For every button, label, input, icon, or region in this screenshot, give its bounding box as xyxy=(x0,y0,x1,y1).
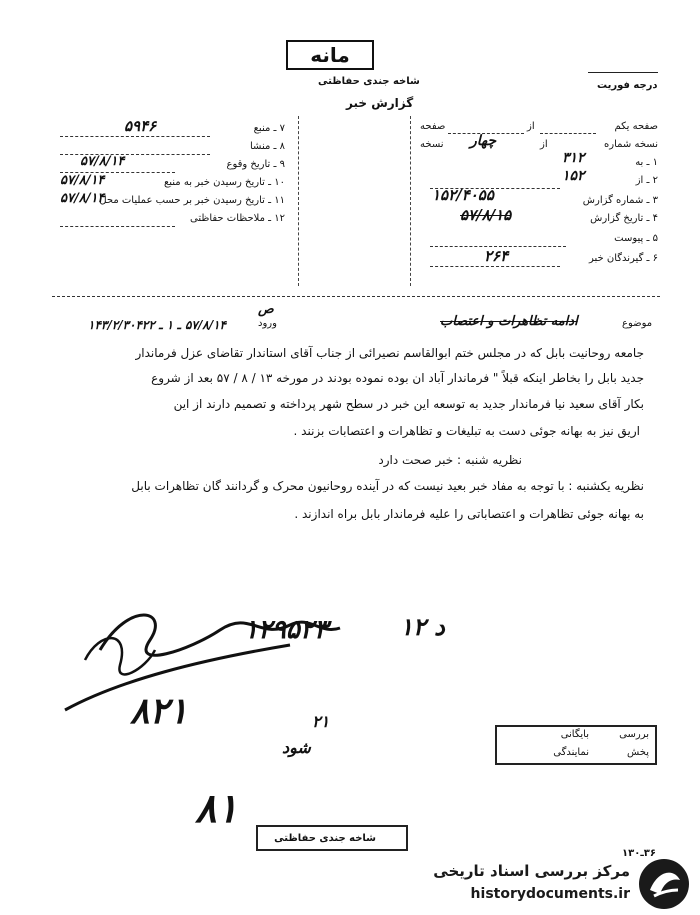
field-value: ۱۵۲ xyxy=(562,168,585,184)
opinion-line: به بهانه جوئی تظاهرات و اعتصاباتی را علیه فرماندار بابل براه اندازند . xyxy=(294,507,644,521)
field-label: ۱۱ ـ تاریخ رسیدن خبر بر حسب عملیات محل xyxy=(99,195,285,206)
field-value: ۵۷/۸/۱۴ xyxy=(60,173,105,188)
field-value: ۵۷/۸/۱۵ xyxy=(460,206,512,224)
field-label: ۵ ـ پیوست xyxy=(614,233,658,244)
field-end: صفحه xyxy=(420,121,446,132)
handwritten-sheet: شود xyxy=(282,738,311,757)
field-label: ۶ ـ گیرندگان خبر xyxy=(588,253,658,264)
document-title: مانه xyxy=(310,43,350,67)
field-value: ۵۷/۸/۱۴ xyxy=(80,154,125,169)
field-mid: از xyxy=(527,121,535,132)
field-label: ۳ ـ شماره گزارش xyxy=(582,195,658,206)
field-value: چهار xyxy=(470,133,497,149)
field-value: ۱۵۲/۴۰۵۵ xyxy=(432,186,494,204)
org-name: شاخه جندی حفاظتی xyxy=(318,76,420,87)
watermark xyxy=(418,850,700,915)
routing-line: پخش xyxy=(627,747,649,758)
field-value: ۲۶۴ xyxy=(484,247,509,265)
footer-stamp-text: شاخه جندی حفاظتی xyxy=(274,833,376,844)
divider-left xyxy=(298,116,299,286)
handwritten-tail: د ۱۲ xyxy=(400,612,445,641)
field-mid: از xyxy=(540,139,548,150)
opinion-line: نظریه یکشنبه : با توجه به مفاد خبر بعید نیست که در آینده روحانیون محرک و گردانند گان تظاهرات بابل xyxy=(131,479,644,493)
field-value: ۳۱۲ xyxy=(562,150,585,166)
field-label: ۱۰ ـ تاریخ رسیدن خبر به منبع xyxy=(163,177,285,188)
footer-stamp xyxy=(256,825,408,851)
handwritten-21: ۲۱ xyxy=(312,712,330,731)
routing-stamp xyxy=(495,725,657,765)
field-value: ۵۹۴۶ xyxy=(124,117,157,135)
field-value: ۵۷/۸/۱۴ xyxy=(60,191,105,206)
field-label: ۸ ـ منشا xyxy=(249,141,285,152)
field-label: ۴ ـ تاریخ گزارش xyxy=(590,213,658,224)
report-title: گزارش خبر xyxy=(346,96,414,110)
routing-line: بایگانی xyxy=(560,729,589,740)
page-code: ۳۶ـ۱۳۰ xyxy=(622,848,656,859)
field-label: ۱۲ ـ ملاحظات حفاظتی xyxy=(190,213,285,224)
field-end: نسخه xyxy=(420,139,444,150)
handwritten-number: ۱۲۹۵۲۳ xyxy=(244,615,328,645)
field-label: نسخه شماره xyxy=(604,139,658,150)
title-stamp xyxy=(286,40,374,70)
body-line: جدید بابل را بخاطر اینکه قبلاً " فرماندار آباد ان بوده نموده بودند در مورخه ۱۳ / ۸ / ۵۷ بعد از شروع xyxy=(151,371,644,385)
field-label: ۲ ـ از xyxy=(635,175,658,186)
priority-label: درجه فوریت xyxy=(597,80,658,91)
subject-label: موضوع xyxy=(622,318,653,329)
archive-logo-icon xyxy=(636,856,692,912)
signature-scribble xyxy=(60,590,390,730)
divider-right xyxy=(410,116,411,286)
routing-line: بررسی xyxy=(619,729,649,740)
field-label: ۹ ـ تاریخ وقوع xyxy=(226,159,285,170)
subject-value: ادامه تظاهرات و اعتصاب xyxy=(440,314,578,329)
opinion-line: نظریه شنبه : خبر صحت دارد xyxy=(378,453,522,467)
handwritten-big-number: ۸۲۱ xyxy=(130,690,189,732)
field-label: ۱ ـ به xyxy=(635,157,658,168)
entry-stamp-code: ۵۷/۸/۱۴ ـ ۱ ـ ۱۴۳/۲/۳۰۴۲۲ xyxy=(88,318,226,332)
entry-stamp-label: ورود xyxy=(258,318,277,329)
body-line: بکار آقای سعید نیا فرماندار جدید به توسعه این خبر در سطح شهر پرداخته و تصمیم دارند از این xyxy=(173,397,644,411)
entry-stamp-top: ص xyxy=(258,302,274,317)
field-label: صفحه یکم xyxy=(614,121,658,132)
body-line: اریق نیز به بهانه جوئی دست به تبلیغات و تظاهرات و اعتصابات بزنند . xyxy=(293,424,640,438)
watermark-url: historydocuments.ir xyxy=(470,886,630,902)
watermark-title: مرکز بررسی اسناد تاریخی xyxy=(433,862,630,880)
handwritten-81: ۸۱ xyxy=(195,785,238,832)
body-line: جامعه روحانیت بابل که در مجلس ختم ابوالقاسم نصیرائی از جناب آقای استاندار تقاضای عزل فرماندار xyxy=(135,346,644,360)
field-label: ۷ ـ منبع xyxy=(253,123,285,134)
routing-line: نمایندگی xyxy=(553,747,589,758)
section-divider xyxy=(52,296,660,297)
